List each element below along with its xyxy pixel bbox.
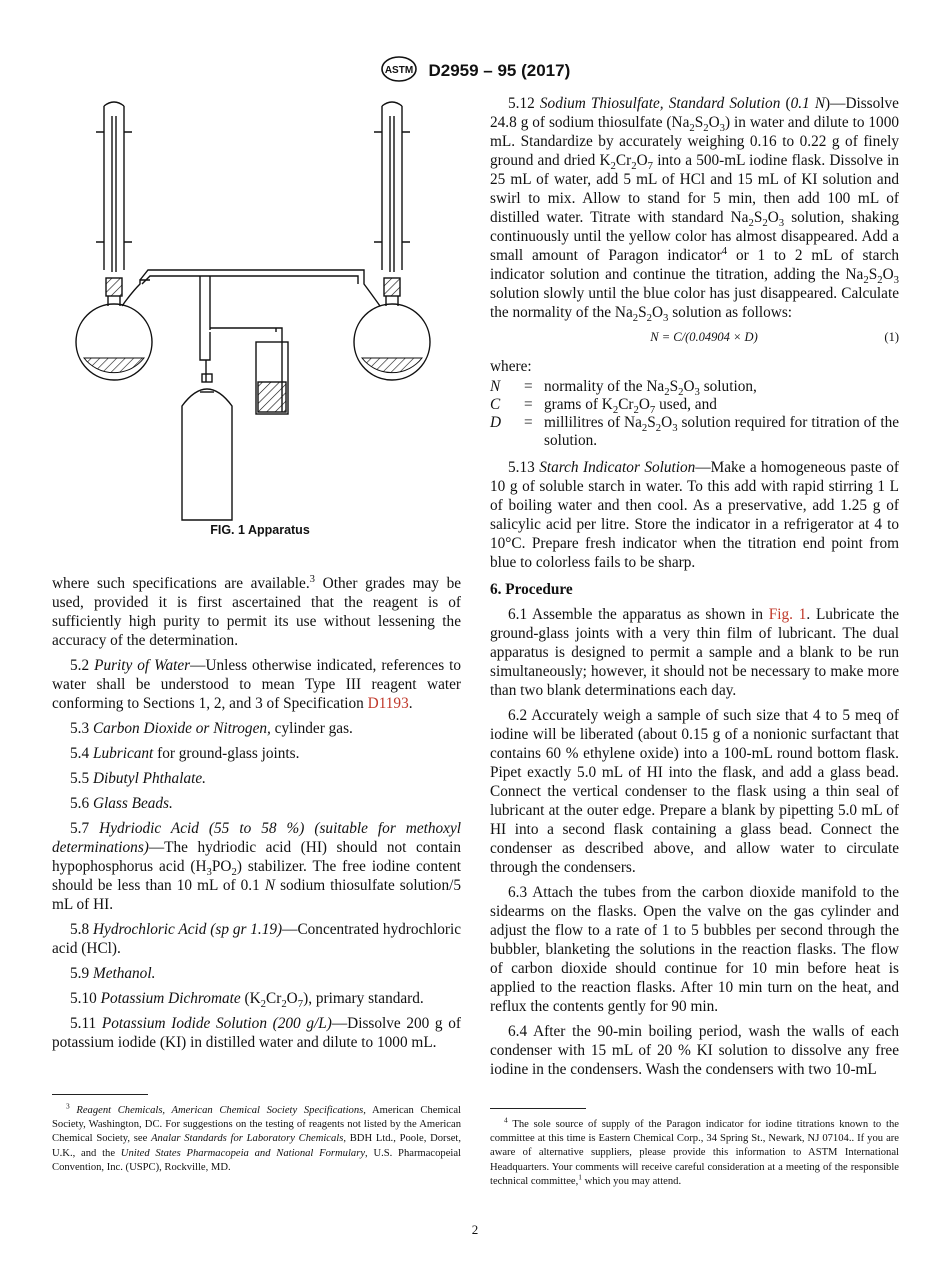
section-6-3: 6.3 Attach the tubes from the carbon dioxide manifold to the sidearms on the flasks. Open the valve on the gas cylinder and adjust the flow to a rate of 1 to 5 bubbles per second through the bubbler, blanketing the solutions in the reaction flasks. The flow of carbon dioxide should continue for 10 min before heat is applied to the reaction flasks. After 10 min turn on the heat, and reflux the contents gently for 90 min. xyxy=(490,884,899,1015)
left-column xyxy=(52,574,461,1058)
page-number: 2 xyxy=(471,1222,479,1237)
section-6-1: 6.1 Assemble the apparatus as shown in Fig. 1. Lubricate the ground-glass joints with a very thin film of lubricant. The dual apparatus is designed to permit a sample and a blank to be run simultaneously; however, it should not be necessary to make more than two blank determinations each day. xyxy=(490,606,900,699)
footnote-rule-right xyxy=(490,1108,586,1109)
where-label: where: xyxy=(490,358,532,375)
footnote-4: $^4$ The sole source of supply of the Paragon indicator for iodine titrations known to the committee at this time is Eastern Chemical Corp., 34 Spring St., Newark, NJ 07104.. If you are aware of alternative suppliers, please provide this information to ASTM International Headquarters. Your comments will receive careful consideration at a meeting of the responsible technical committee,$^1$ which you may attend. xyxy=(490,1115,899,1187)
footnote-rule-left xyxy=(52,1094,148,1095)
section-5-7: 5.7 Hydriodic Acid (55 to 58 %) (suitable for methoxyl determinations)—The hydriodic acid (HI) should not contain hypophosphorus acid $(H_3PO_2)$ stabilizer. The free iodine content should be less than 10 mL of 0.1 N sodium thiosulfate solution/5 mL of HI. xyxy=(52,820,461,913)
section-5-2: 5.2 Purity of Water—Unless otherwise indicated, references to water shall be understood to mean Type III reagent water conforming to Sections 1, 2, and 3 of Specification D1193. xyxy=(52,657,462,712)
section-5-4: 5.4 Lubricant for ground-glass joints. xyxy=(70,745,300,762)
section-5-3: 5.3 Carbon Dioxide or Nitrogen, cylinder gas. xyxy=(70,720,353,737)
section-5-8: 5.8 Hydrochloric Acid (sp gr 1.19)—Concentrated hydrochloric acid (HCl). xyxy=(52,921,462,957)
definition-row: C = grams of $K_2Cr_2O_7$ used, and xyxy=(490,396,717,417)
fig-1-link[interactable]: Fig. 1 xyxy=(768,606,807,623)
section-5-13: 5.13 Starch Indicator Solution—Make a homogeneous paste of 10 g of soluble starch in water. To this add with rapid stirring 1 L of boiling water and then cool. As a preservative, add 1.25 g of salicylic acid per litre. Store the indicator in a refrigerator at 4 to 10°C. Prepare fresh indicator when the titration end point from blue to colorless fails to be sharp. xyxy=(490,459,899,571)
page-header xyxy=(0,56,950,87)
paragraph-continuation: where such specifications are available.$^3$ Other grades may be used, provided it is first ascertained that the reagent is of sufficiently high purity to permit its use without lessening the accuracy of the determination. xyxy=(52,572,462,649)
footnote-3: $^3$ Reagent Chemicals, American Chemical Society Specifications, American Chemical Society, Washington, DC. For suggestions on the testing of reagents not listed by the American Chemical Society, see Analar Standards for Laboratory Chemicals, BDH Ltd., Poole, Dorset, U.K., and the United States Pharmacopeia and National Formulary, U.S. Pharmacopeial Convention, Inc. (USPC), Rockville, MD. xyxy=(52,1101,462,1173)
designation: D2959 – 95 (2017) xyxy=(428,60,571,80)
definition-row: N = normality of the $Na_2S_2O_3$ solution, xyxy=(490,378,757,399)
figure-caption: FIG. 1 Apparatus xyxy=(210,523,310,537)
figure-apparatus xyxy=(60,92,460,522)
equation-1: N = C/(0.04904 × D) (1) xyxy=(650,330,899,344)
section-5-5: 5.5 Dibutyl Phthalate. xyxy=(70,770,206,787)
section-5-12: 5.12 Sodium Thiosulfate, Standard Solution (0.1 N)—Dissolve 24.8 g of sodium thiosulfate $(Na_2S_2O_3)$ in water and dilute to 1000 mL. Standardize by accurately weighing 0.16 to 0.22 g of finely ground and dried $K_2Cr_2O_7$ into a 500-mL iodine flask. Dissolve in 25 mL of water, add 5 mL of HCl and 15 mL of KI solution and swirl to mix. Allow to stand for 5 min, then add 100 mL of distilled water. Titrate with standard $Na_2S_2O_3$ solution, shaking continuously until the yellow color has almost disappeared. Add a small amount of Paragon indicator$^4$ or 1 to 2 mL of starch indicator solution and continue the titration, adding the $Na_2S_2O_3$ solution slowly until the blue color has just disappeared. Calculate the normality of the $Na_2S_2O_3$ solution as follows: xyxy=(490,95,899,325)
variable-definitions xyxy=(490,378,899,450)
svg-text:ASTM: ASTM xyxy=(384,65,413,76)
section-6-heading: 6. Procedure xyxy=(490,581,573,598)
d1193-link[interactable]: D1193 xyxy=(367,695,409,712)
section-6-4: 6.4 After the 90-min boiling period, wash the walls of each condenser with 15 mL of 20 % KI solution to dissolve any free iodine in the condensers. Wash the condensers with two 10-mL xyxy=(490,1023,899,1078)
astm-logo xyxy=(380,56,418,87)
right-column xyxy=(490,94,899,1085)
section-5-6: 5.6 Glass Beads. xyxy=(70,795,173,812)
apparatus-diagram xyxy=(60,92,460,522)
section-5-10: 5.10 Potassium Dichromate $(K_2Cr_2O_7)$, primary standard. xyxy=(70,990,424,1011)
definition-row: D = millilitres of $Na_2S_2O_3$ solution required for titration of the solution. xyxy=(490,414,900,449)
section-5-9: 5.9 Methanol. xyxy=(70,965,156,982)
section-5-11: 5.11 Potassium Iodide Solution (200 g/L)—Dissolve 200 g of potassium iodide (KI) in distilled water and dilute to 1000 mL. xyxy=(52,1015,461,1051)
section-6-2: 6.2 Accurately weigh a sample of such size that 4 to 5 meq of iodine will be liberated (about 0.15 g of a nonionic surfactant that contains 60 % ethylene oxide) into a 100-mL round bottom flask. Pipet exactly 5.0 mL of HI into the flask, and add a glass bead. Connect the vertical condenser to the flask using a thin seal of lubricant at the outer edge. Prepare a blank by pipetting 5.0 mL of HI into a second flask containing a glass bead. Connect the condenser as described above, and allow water to circulate through the condensers. xyxy=(490,707,899,876)
